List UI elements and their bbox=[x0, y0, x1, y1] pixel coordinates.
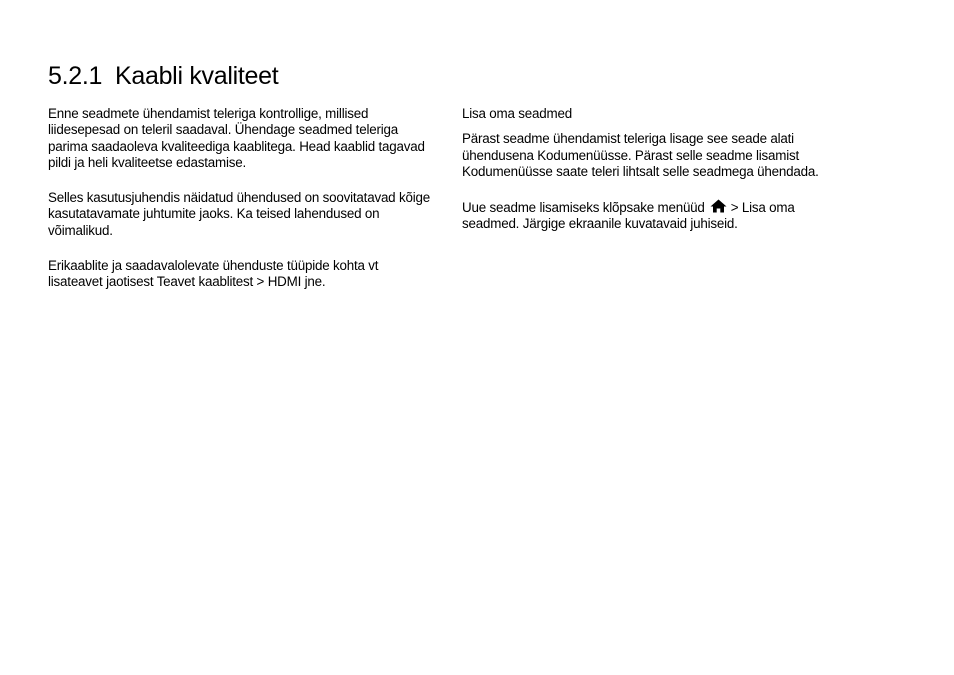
instructions-text-end: > Lisa oma seadmed. Järgige ekraanile kuvatavaid juhiseid. bbox=[462, 200, 795, 232]
add-device-home-menu-paragraph: Pärast seadme ühendamist teleriga lisage see seade alati ühendusena Kodumenüüsse. Pärast selle seadme lisamist Kodumenüüsse saate teleri lihtsalt selle seadmega ühendada. bbox=[462, 131, 819, 179]
special-cables-paragraph: Erikaablite ja saadavalolevate ühenduste tüüpide kohta vt lisateavet jaotisest Teavet kaablitest > HDMI jne. bbox=[48, 258, 379, 290]
section-number: 5.2.1 bbox=[48, 62, 103, 90]
section-title: Kaabli kvaliteet bbox=[115, 62, 279, 90]
add-devices-subheading: Lisa oma seadmed bbox=[462, 106, 572, 121]
add-device-instructions-paragraph bbox=[462, 199, 854, 233]
recommended-connections-paragraph: Selles kasutusjuhendis näidatud ühendused on soovitatavad kõige kasutatavamate juhtumite jaoks. Ka teised lahendused on võimalikud. bbox=[48, 190, 430, 238]
cable-quality-paragraph: Enne seadmete ühendamist teleriga kontrollige, millised liidesepesad on teleril saadaval. Ühendage seadmed teleriga parima saadaoleva kvaliteediga kaablitega. Head kaablid tagavad pildi ja heli kvaliteetse edastamise. bbox=[48, 106, 425, 170]
right-column bbox=[462, 106, 854, 252]
section-heading bbox=[48, 60, 278, 92]
left-column bbox=[48, 106, 434, 310]
home-icon bbox=[710, 199, 727, 213]
instructions-text-start: Uue seadme lisamiseks klõpsake menüüd bbox=[462, 200, 705, 216]
